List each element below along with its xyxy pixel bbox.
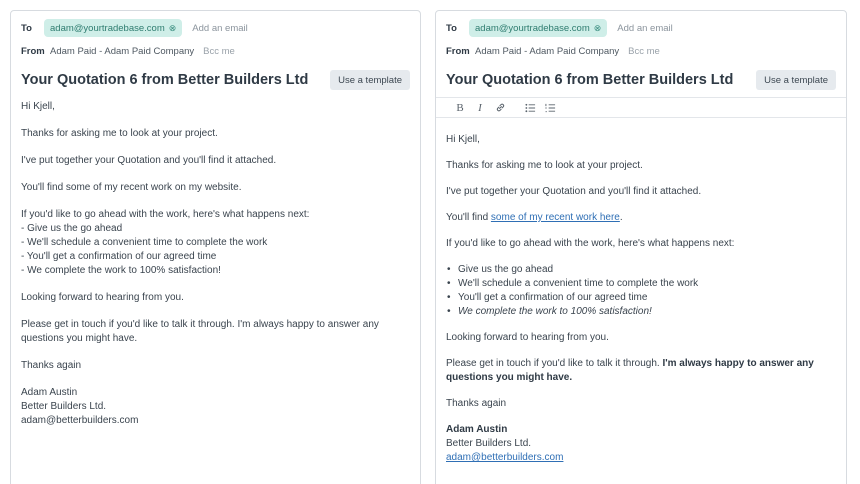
steps-list bbox=[446, 263, 838, 319]
bcc-me-toggle[interactable]: Bcc me bbox=[628, 45, 660, 57]
list-item: • We'll schedule a convenient time to complete the work bbox=[446, 277, 838, 291]
from-row bbox=[446, 43, 836, 59]
link-icon bbox=[495, 102, 506, 113]
from-row bbox=[21, 43, 410, 59]
bold-button[interactable] bbox=[450, 99, 470, 117]
text: You'll find bbox=[446, 212, 491, 223]
email-subject[interactable]: Your Quotation 6 from Better Builders Ltd bbox=[446, 72, 734, 88]
signature-email-link[interactable]: adam@betterbuilders.com bbox=[446, 452, 564, 463]
email-body-editor[interactable] bbox=[446, 133, 838, 465]
recipient-email: adam@yourtradebase.com bbox=[50, 22, 165, 34]
signature-company: Better Builders Ltd. bbox=[446, 438, 532, 449]
signature-name: Adam Austin bbox=[446, 424, 508, 435]
step-line: - We'll schedule a convenient time to complete the work bbox=[21, 237, 268, 248]
greeting: Hi Kjell, bbox=[446, 134, 480, 145]
signature-email: adam@betterbuilders.com bbox=[21, 415, 139, 426]
formatting-toolbar bbox=[436, 97, 846, 118]
from-label: From bbox=[21, 45, 45, 57]
subject-row bbox=[21, 69, 410, 91]
to-row bbox=[21, 18, 410, 38]
step-line: - You'll get a confirmation of our agreed time bbox=[21, 251, 217, 262]
text: . bbox=[619, 212, 623, 223]
step-line: - Give us the go ahead bbox=[21, 223, 123, 234]
bullet-list-button[interactable] bbox=[520, 99, 540, 117]
bullet-list-icon bbox=[525, 103, 536, 113]
email-body[interactable] bbox=[21, 100, 412, 428]
bold-icon: B bbox=[456, 101, 464, 114]
subject-row bbox=[446, 69, 836, 91]
recipient-chip[interactable] bbox=[44, 19, 182, 37]
step-line: - We complete the work to 100% satisfaction! bbox=[21, 265, 221, 276]
to-row bbox=[446, 18, 836, 38]
italic-icon: I bbox=[478, 101, 482, 114]
bcc-me-toggle[interactable]: Bcc me bbox=[203, 45, 235, 57]
link-button[interactable] bbox=[490, 99, 510, 117]
list-item: • You'll get a confirmation of our agreed time bbox=[446, 291, 838, 305]
text: Please get in touch if you'd like to talk it through. bbox=[446, 358, 663, 369]
paragraph: questions you might have. bbox=[21, 333, 138, 344]
use-template-button[interactable]: Use a template bbox=[330, 70, 410, 90]
numbered-list-icon bbox=[545, 103, 556, 113]
recipient-email: adam@yourtradebase.com bbox=[475, 22, 590, 34]
to-label: To bbox=[21, 22, 32, 34]
paragraph: Thanks for asking me to look at your project. bbox=[21, 128, 218, 139]
bold-text: I'm always happy to answer any bbox=[662, 358, 814, 369]
paragraph: I've put together your Quotation and you'll find it attached. bbox=[21, 155, 277, 166]
add-email-input[interactable]: Add an email bbox=[192, 22, 248, 34]
paragraph: Thanks for asking me to look at your project. bbox=[446, 160, 643, 171]
numbered-list-button[interactable] bbox=[540, 99, 560, 117]
recent-work-link[interactable]: some of my recent work here bbox=[490, 212, 620, 223]
paragraph: Please get in touch if you'd like to talk it through. I'm always happy to answer any bbox=[21, 319, 379, 330]
paragraph: If you'd like to go ahead with the work, here's what happens next: bbox=[446, 238, 735, 249]
paragraph: Looking forward to hearing from you. bbox=[21, 292, 184, 303]
to-label: To bbox=[446, 22, 457, 34]
signature-company: Better Builders Ltd. bbox=[21, 401, 107, 412]
plain-email-composer bbox=[10, 10, 421, 484]
paragraph bbox=[446, 357, 838, 371]
paragraph bbox=[446, 211, 838, 225]
list-item: • Give us the go ahead bbox=[446, 263, 838, 277]
recipient-chip[interactable] bbox=[469, 19, 607, 37]
paragraph: You'll find some of my recent work on my website. bbox=[21, 182, 242, 193]
paragraph: Looking forward to hearing from you. bbox=[446, 332, 609, 343]
signature-name: Adam Austin bbox=[21, 387, 78, 398]
remove-recipient-icon[interactable]: ⊗ bbox=[168, 22, 177, 33]
sign-off: Thanks again bbox=[21, 360, 82, 371]
list-item: • We complete the work to 100% satisfaction! bbox=[446, 305, 838, 319]
paragraph: If you'd like to go ahead with the work, here's what happens next: bbox=[21, 209, 310, 220]
sign-off: Thanks again bbox=[446, 398, 507, 409]
greeting: Hi Kjell, bbox=[21, 101, 55, 112]
from-label: From bbox=[446, 45, 470, 57]
add-email-input[interactable]: Add an email bbox=[617, 22, 673, 34]
rich-email-composer bbox=[435, 10, 847, 484]
from-value[interactable]: Adam Paid - Adam Paid Company bbox=[475, 45, 620, 57]
italic-button[interactable] bbox=[470, 99, 490, 117]
remove-recipient-icon[interactable]: ⊗ bbox=[593, 22, 602, 33]
from-value[interactable]: Adam Paid - Adam Paid Company bbox=[50, 45, 195, 57]
email-subject[interactable]: Your Quotation 6 from Better Builders Ltd bbox=[21, 72, 309, 88]
use-template-button[interactable]: Use a template bbox=[756, 70, 836, 90]
paragraph: I've put together your Quotation and you'll find it attached. bbox=[446, 186, 702, 197]
bold-text: questions you might have. bbox=[446, 372, 573, 383]
